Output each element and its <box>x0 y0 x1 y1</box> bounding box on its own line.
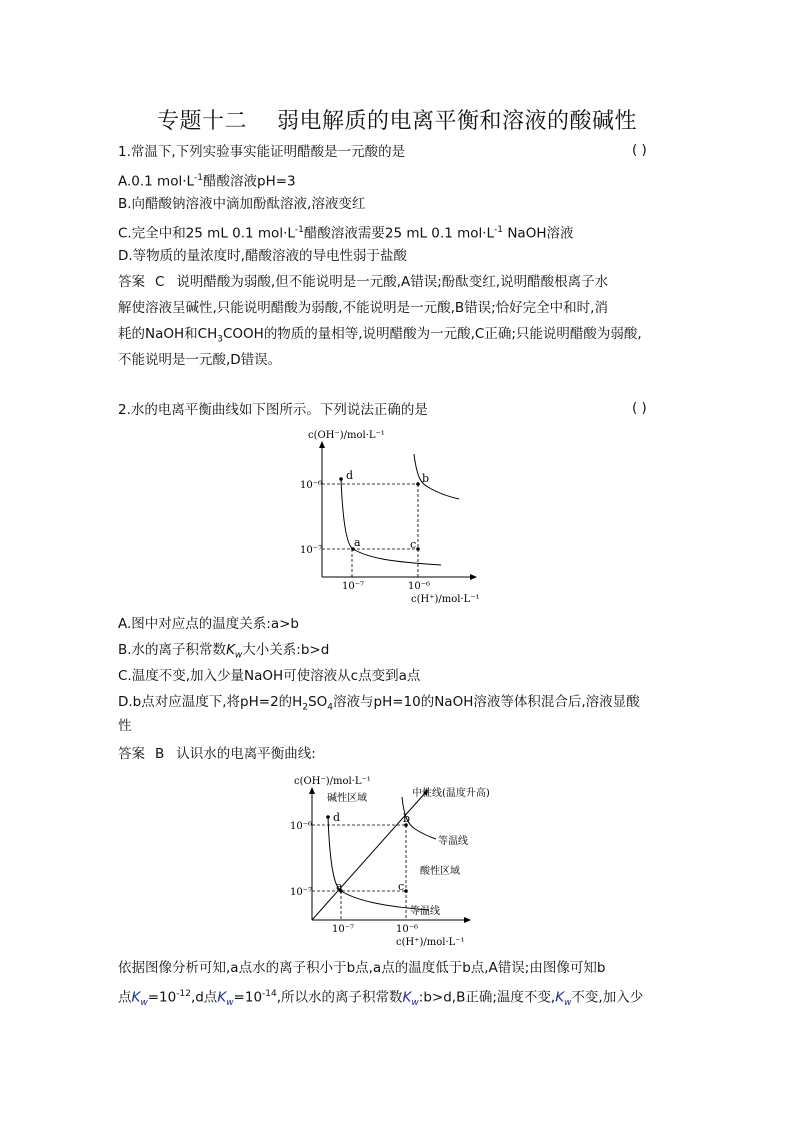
q2-option-b: B.水的离子积常数$K_w$大小关系:b>d <box>118 642 330 661</box>
fig1-point-c <box>416 547 420 551</box>
figure-2-annotated-curve <box>284 770 524 950</box>
title-topic: 专题十二 <box>156 109 247 134</box>
q2-explanation-2: 点$K_w=10^{-12},d$点$K_w=10^{-14}$,所以水的离子积常数$K_w:b>d,B$正确;温度不变$,K_w$不变,加入少 <box>118 989 644 1009</box>
fig2-label-d: d <box>333 811 341 824</box>
fig2-x-axis-label: c(H⁺)/mol·L⁻¹ <box>396 937 465 948</box>
fig2-x-tick-1e-6: 10⁻⁶ <box>396 924 419 935</box>
title-subject: 弱电解质的电离平衡和溶液的酸碱性 <box>277 109 638 134</box>
fig1-label-c: c <box>410 538 417 551</box>
fig1-label-a: a <box>354 536 361 549</box>
figure-1-ionization-curve <box>296 424 506 606</box>
q1-option-c: C.完全中和25 mL 0.1 $mol\cdot L^{-1}$醋酸溶液需要25 mL 0.1 $mol\cdot L^{-1}$ NaOH溶液 <box>118 225 574 242</box>
fig2-y-tick-1e-6: 10⁻⁶ <box>290 821 313 832</box>
fig2-y-arrow-icon <box>309 787 315 794</box>
fig2-x-arrow-icon <box>464 917 471 923</box>
fig1-x-arrow-icon <box>470 574 477 580</box>
fig1-label-d: d <box>346 469 354 482</box>
fig1-x-axis-label: c(H⁺)/mol·L⁻¹ <box>411 594 480 605</box>
q1-stem: 1.常温下,下列实验事实能证明醋酸是一元酸的是 <box>118 144 406 160</box>
fig1-point-d <box>339 477 343 481</box>
q2-answer-blank: ( ) <box>632 400 647 416</box>
fig1-point-b <box>416 482 420 486</box>
fig2-low-temp-isotherm <box>328 817 429 910</box>
fig2-acidic-region-label: 酸性区域 <box>420 866 460 877</box>
q1-option-b: B.向醋酸钠溶液中滴加酚酞溶液,溶液变红 <box>118 196 366 212</box>
fig1-x-tick-1e-7: 10⁻⁷ <box>342 581 365 592</box>
fig1-y-axis-label: c(OH⁻)/mol·L⁻¹ <box>308 430 385 441</box>
fig2-neutral-line-label: 中性线(温度升高) <box>412 788 490 799</box>
fig1-label-b: b <box>422 472 430 485</box>
q2-answer: 答案 B 认识水的电离平衡曲线: <box>118 746 316 762</box>
q2-explanation-1: 依据图像分析可知,a点水的离子积小于b点,a点的温度低于b点,A错误;由图像可知b <box>118 960 606 976</box>
fig1-low-temp-isotherm <box>341 479 441 565</box>
fig2-label-a: a <box>336 880 343 893</box>
fig2-y-tick-1e-7: 10⁻⁷ <box>290 887 313 898</box>
fig1-y-tick-1e-7: 10⁻⁷ <box>300 545 323 556</box>
q1-answer: 答案 C 说明醋酸为弱酸,但不能说明是一元酸,A错误;酚酞变红,说明醋酸根离子水 <box>118 274 609 290</box>
q2-stem: 2.水的电离平衡曲线如下图所示。下列说法正确的是 <box>118 402 428 418</box>
q1-answer-blank: ( ) <box>632 142 647 158</box>
q1-option-a: A.0.1 $mol\cdot L^{-1}$醋酸溶液pH=3 <box>118 173 296 190</box>
fig2-isotherm-label-low: 等温线 <box>410 906 440 917</box>
fig1-x-tick-1e-6: 10⁻⁶ <box>408 581 431 592</box>
fig2-basic-region-label: 碱性区域 <box>327 793 367 804</box>
fig2-label-b: b <box>403 812 411 825</box>
fig2-label-c: c <box>398 880 405 893</box>
fig1-high-temp-isotherm <box>414 454 459 499</box>
fig2-point-d <box>326 815 330 819</box>
q1-option-d: D.等物质的量浓度时,醋酸溶液的导电性弱于盐酸 <box>118 248 407 264</box>
fig2-y-axis-label: c(OH⁻)/mol·L⁻¹ <box>294 776 371 787</box>
fig2-isotherm-label-high: 等温线 <box>438 836 468 847</box>
fig1-y-arrow-icon <box>319 441 325 448</box>
q1-explanation-2: 解使溶液呈碱性,只能说明醋酸为弱酸,不能说明是一元酸,B错误;恰好完全中和时,消 <box>118 300 608 316</box>
q2-option-a: A.图中对应点的温度关系:a>b <box>118 616 299 632</box>
fig1-y-tick-1e-6: 10⁻⁶ <box>300 480 323 491</box>
fig2-point-c <box>404 889 408 893</box>
q2-option-d: D.b点对应温度下,将pH=2的$H_2SO_4$溶液与pH=10的NaOH溶液等体积混合后,溶液显酸 <box>118 694 640 713</box>
q1-explanation-3: 耗的NaOH和$CH_3COOH$的物质的量相等,说明醋酸为一元酸,C正确;只能说明醋酸为弱酸, <box>118 326 642 345</box>
q2-option-c: C.温度不变,加入少量NaOH可使溶液从c点变到a点 <box>118 668 421 684</box>
q2-option-d-cont: 性 <box>118 718 132 734</box>
q1-explanation-4: 不能说明是一元酸,D错误。 <box>118 352 282 368</box>
fig2-x-tick-1e-7: 10⁻⁷ <box>332 924 355 935</box>
page-title <box>0 104 794 135</box>
